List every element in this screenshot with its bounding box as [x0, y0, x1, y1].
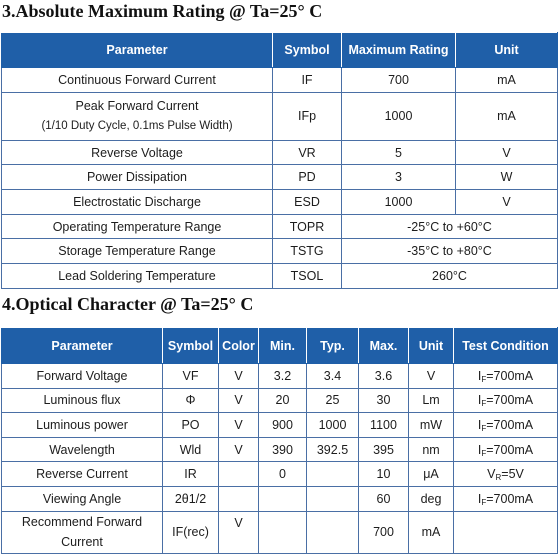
cell-unit: W — [456, 165, 558, 190]
cell-parameter: Forward Voltage — [2, 364, 163, 389]
cond-main: I — [477, 491, 482, 506]
column-header-test-condition: Test Condition — [454, 328, 558, 364]
table-header-row — [2, 328, 558, 364]
cond-rest: =700mA — [486, 417, 534, 432]
column-header-symbol: Symbol — [163, 328, 219, 364]
cell-rating: 5 — [342, 140, 456, 165]
cell-color: V — [219, 437, 259, 462]
table-row — [2, 364, 558, 389]
column-header-unit: Unit — [409, 328, 454, 364]
cell-unit: mA — [409, 511, 454, 553]
cond-main: I — [477, 417, 482, 432]
cell-color — [219, 486, 259, 511]
cell-color: V — [219, 364, 259, 389]
table-row — [2, 68, 558, 93]
cond-sub: F — [481, 448, 487, 458]
cell-parameter: Wavelength — [2, 437, 163, 462]
cell-typ: 3.4 — [307, 364, 359, 389]
table-row — [2, 165, 558, 190]
cond-sub: F — [481, 423, 487, 433]
cell-symbol: Φ — [163, 388, 219, 413]
cell-parameter: Continuous Forward Current — [2, 68, 273, 93]
cell-unit: mA — [456, 68, 558, 93]
cell-symbol: IFp — [273, 92, 342, 140]
cell-color: V — [219, 511, 259, 553]
cell-min: 0 — [259, 462, 307, 487]
cond-rest: =700mA — [486, 368, 534, 383]
table-row — [2, 388, 558, 413]
column-header-parameter: Parameter — [2, 33, 273, 68]
cell-test-condition — [454, 364, 558, 389]
table-row — [2, 92, 558, 140]
cond-rest: =5V — [501, 467, 524, 482]
cell-unit: nm — [409, 437, 454, 462]
cell-parameter-line2: (1/10 Duty Cycle, 0.1ms Pulse Width) — [41, 120, 233, 133]
cond-sub: F — [481, 399, 487, 409]
cell-symbol: ESD — [273, 190, 342, 215]
table-row — [2, 486, 558, 511]
cell-symbol: PD — [273, 165, 342, 190]
cell-parameter: Electrostatic Discharge — [2, 190, 273, 215]
cell-parameter: Luminous flux — [2, 388, 163, 413]
cell-test-condition — [454, 437, 558, 462]
column-header-symbol: Symbol — [273, 33, 342, 68]
cell-symbol: IF — [273, 68, 342, 93]
cell-symbol: PO — [163, 413, 219, 438]
cell-parameter — [2, 92, 273, 140]
absolute-max-rating-table — [1, 32, 558, 289]
cell-typ: 1000 — [307, 413, 359, 438]
cell-symbol: VF — [163, 364, 219, 389]
cell-min — [259, 486, 307, 511]
cell-max: 1100 — [359, 413, 409, 438]
cell-symbol: TSTG — [273, 239, 342, 264]
cell-max: 10 — [359, 462, 409, 487]
cell-rating: 700 — [342, 68, 456, 93]
cell-test-condition — [454, 486, 558, 511]
cell-unit: mW — [409, 413, 454, 438]
cond-rest: =700mA — [486, 393, 534, 408]
cell-symbol: VR — [273, 140, 342, 165]
table-row — [2, 140, 558, 165]
table-header-row — [2, 33, 558, 68]
cell-parameter: Power Dissipation — [2, 165, 273, 190]
cell-rating: -25°C to +60°C — [342, 214, 558, 239]
table-row — [2, 437, 558, 462]
cell-test-condition — [454, 462, 558, 487]
cell-test-condition — [454, 413, 558, 438]
cell-color: V — [219, 413, 259, 438]
cell-parameter: Lead Soldering Temperature — [2, 264, 273, 289]
cell-parameter-line1: Peak Forward Current — [75, 99, 199, 114]
cond-rest: =700mA — [486, 491, 534, 506]
cell-parameter — [2, 511, 163, 553]
cell-unit: V — [456, 190, 558, 215]
table-row — [2, 264, 558, 289]
cond-main: I — [477, 368, 482, 383]
section-heading-absolute-max: 3.Absolute Maximum Rating @ Ta=25° C — [2, 1, 323, 21]
cell-symbol: IF(rec) — [163, 511, 219, 553]
cell-parameter-line1: Recommend Forward — [21, 515, 143, 530]
cell-rating: -35°C to +80°C — [342, 239, 558, 264]
cell-symbol: TSOL — [273, 264, 342, 289]
optical-character-table — [1, 327, 558, 554]
cell-typ — [307, 462, 359, 487]
cond-sub: R — [495, 473, 502, 483]
cell-max: 395 — [359, 437, 409, 462]
table-row — [2, 239, 558, 264]
cell-symbol: TOPR — [273, 214, 342, 239]
cell-rating: 1000 — [342, 190, 456, 215]
cond-main: I — [477, 393, 482, 408]
column-header-color: Color — [219, 328, 259, 364]
cond-sub: F — [481, 374, 487, 384]
column-header-parameter: Parameter — [2, 328, 163, 364]
cell-parameter: Luminous power — [2, 413, 163, 438]
column-header-unit: Unit — [456, 33, 558, 68]
cell-parameter: Reverse Voltage — [2, 140, 273, 165]
cell-color — [219, 462, 259, 487]
cell-typ: 392.5 — [307, 437, 359, 462]
cell-min: 3.2 — [259, 364, 307, 389]
cell-unit: Lm — [409, 388, 454, 413]
cell-max: 30 — [359, 388, 409, 413]
column-header-max-rating: Maximum Rating — [342, 33, 456, 68]
cell-unit: deg — [409, 486, 454, 511]
cond-main: V — [487, 467, 496, 482]
cond-rest: =700mA — [486, 442, 534, 457]
cell-unit: μA — [409, 462, 454, 487]
table-row — [2, 462, 558, 487]
cell-min: 20 — [259, 388, 307, 413]
cell-unit: V — [409, 364, 454, 389]
table-row — [2, 511, 558, 553]
column-header-typ: Typ. — [307, 328, 359, 364]
cell-typ: 25 — [307, 388, 359, 413]
table-row — [2, 413, 558, 438]
table-row — [2, 190, 558, 215]
table-row — [2, 214, 558, 239]
cell-test-condition — [454, 511, 558, 553]
cell-unit: mA — [456, 92, 558, 140]
cell-max: 60 — [359, 486, 409, 511]
cell-color: V — [219, 388, 259, 413]
cell-parameter: Reverse Current — [2, 462, 163, 487]
cell-test-condition — [454, 388, 558, 413]
cell-rating: 1000 — [342, 92, 456, 140]
cell-symbol: 2θ1/2 — [163, 486, 219, 511]
cell-symbol: IR — [163, 462, 219, 487]
cell-min: 390 — [259, 437, 307, 462]
cell-min: 900 — [259, 413, 307, 438]
cond-sub: F — [481, 497, 487, 507]
cell-max: 700 — [359, 511, 409, 553]
cell-min — [259, 511, 307, 553]
cell-typ — [307, 486, 359, 511]
cell-parameter: Storage Temperature Range — [2, 239, 273, 264]
cond-main: I — [477, 442, 482, 457]
cell-typ — [307, 511, 359, 553]
section-heading-optical: 4.Optical Character @ Ta=25° C — [2, 294, 254, 314]
cell-rating: 260°C — [342, 264, 558, 289]
cell-parameter: Operating Temperature Range — [2, 214, 273, 239]
cell-symbol: Wld — [163, 437, 219, 462]
cell-max: 3.6 — [359, 364, 409, 389]
cell-parameter-line2: Current — [61, 535, 103, 550]
cell-rating: 3 — [342, 165, 456, 190]
cell-parameter: Viewing Angle — [2, 486, 163, 511]
column-header-min: Min. — [259, 328, 307, 364]
column-header-max: Max. — [359, 328, 409, 364]
cell-unit: V — [456, 140, 558, 165]
